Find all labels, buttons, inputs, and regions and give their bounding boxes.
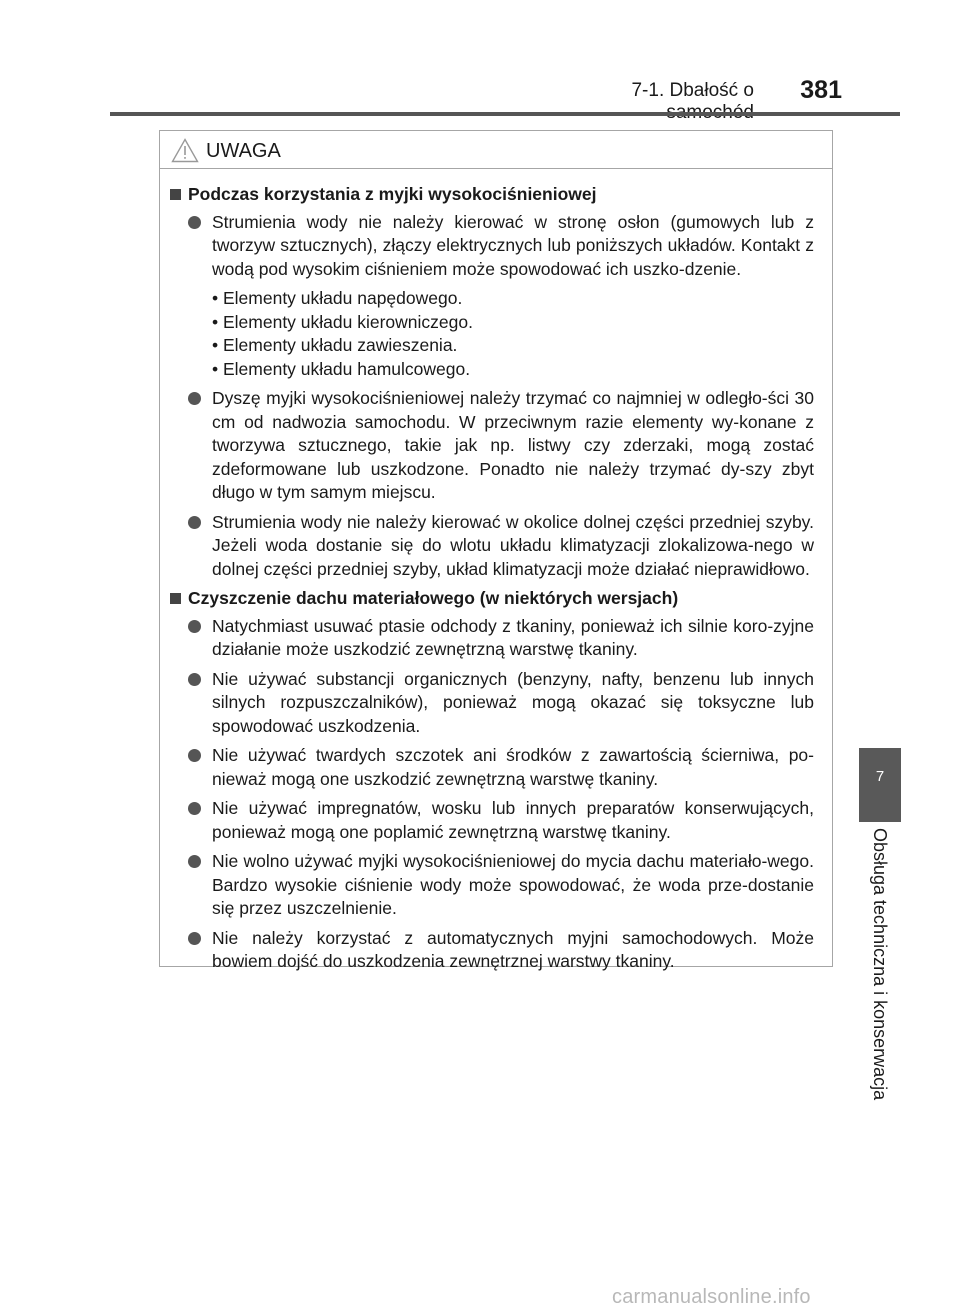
warning-content [160,169,832,974]
section-title-text: Czyszczenie dachu materiałowego (w niektórych wersjach) [188,588,679,608]
bullet-item [170,927,814,974]
section-title-text: Podczas korzystania z myjki wysokociśnieniowej [188,184,597,204]
round-bullet-icon [188,673,201,686]
round-bullet-icon [188,932,201,945]
bullet-text: Strumienia wody nie należy kierować w stronę osłon (gumowych lub z tworzyw sztucznych), złączy elektrycznych lub poniższych układów. Kontakt z wodą pod wysokim ciśnieniem może spowodować ich uszko-dzenie. [212,211,814,279]
sub-list-item: • Elementy układu zawieszenia. [212,335,458,355]
bullet-item [170,668,814,739]
warning-label: UWAGA [206,140,281,162]
page-number: 381 [800,76,842,104]
bullet-text: Nie używać impregnatów, wosku lub innych preparatów konserwujących, ponieważ mogą one poplamić zewnętrzną warstwę tkaniny. [212,798,814,842]
bullet-item [170,511,814,582]
bullet-item [170,850,814,921]
sub-list-item: • Elementy układu hamulcowego. [212,358,471,379]
bullet-item [170,211,814,382]
round-bullet-icon [188,802,201,815]
sub-list-item: • Elementy układu napędowego. [212,288,463,308]
sub-list-item: • Elementy układu kierowniczego. [212,311,473,332]
square-bullet-icon [170,189,181,200]
sub-list [212,287,814,381]
bullet-text: Strumienia wody nie należy kierować w okolice dolnej części przedniej szyby. Jeżeli woda dostanie się do wlotu układu klimatyzacji zlokalizowa-nego w dolnej części przedniej szyby, układ klimatyzacji może działać nieprawidłowo. [212,511,814,579]
bullet-text: Nie należy korzystać z automatycznych myjni samochodowych. Może bowiem dojść do uszkodzenia zewnętrznej warstwy tkaniny. [212,927,814,971]
round-bullet-icon [188,392,201,405]
bullet-text: Nie używać substancji organicznych (benzyny, nafty, benzenu lub innych silnych rozpuszczalników), ponieważ mogą okazać się toksyczne lub spowodować uszkodzenia. [212,668,814,736]
bullet-item [170,387,814,505]
round-bullet-icon [188,855,201,868]
bullet-text: Natychmiast usuwać ptasie odchody z tkaniny, ponieważ ich silnie koro-zyjne działanie może uszkodzić zewnętrzną warstwę tkaniny. [212,615,814,659]
bullet-text: Nie używać twardych szczotek ani środków z zawartością ścierniwa, po-nieważ mogą one uszkodzić zewnętrzną warstwę tkaniny. [212,745,814,789]
watermark: carmanualsonline.info [612,1286,811,1308]
section-title [170,183,814,207]
square-bullet-icon [170,593,181,604]
bullet-item [170,797,814,844]
warning-header [160,131,832,169]
round-bullet-icon [188,620,201,633]
bullet-text: Dyszę myjki wysokociśnieniowej należy trzymać co najmniej w odległo-ści 30 cm od nadwozia samochodu. W przeciwnym razie elementy wy-konane z tworzywa sztucznego, takie jak np. listwy czy zderzaki, mogą zostać zdeformowane lub uszkodzone. Ponadto nie należy trzymać dy-szy zbyt długo w tym samym miejscu. [212,388,814,502]
chapter-number: 7 [875,768,885,785]
bullet-item [170,615,814,662]
header-section-title: 7-1. Dbałość o [631,80,754,101]
round-bullet-icon [188,516,201,529]
section-title [170,587,814,611]
round-bullet-icon [188,216,201,229]
chapter-title: Obsługa techniczna i konserwacja [870,828,890,1101]
warning-box [159,130,833,971]
round-bullet-icon [188,749,201,762]
chapter-tab [859,748,901,822]
bullet-text: Nie wolno używać myjki wysokociśnieniowej do mycia dachu materiało-wego. Bardzo wysokie ciśnienie wody może spowodować, że woda prze-dostanie się przez uszczelnienie. [212,851,814,918]
warning-triangle-icon [171,138,199,163]
header-divider [110,112,900,116]
bullet-item [170,744,814,791]
